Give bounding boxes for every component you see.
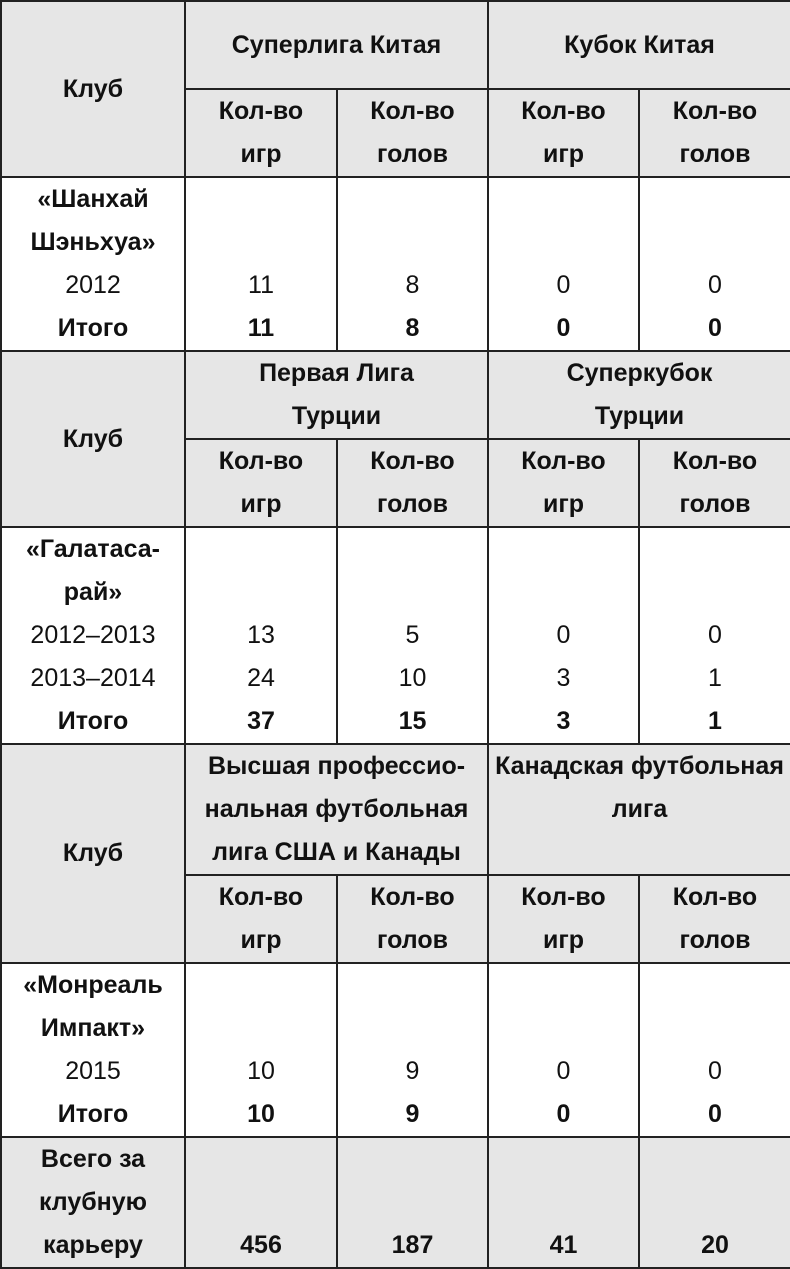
grand-total-value: 187: [391, 1231, 434, 1259]
column-header: [639, 875, 790, 963]
competition-header: [488, 351, 790, 439]
season-value: 0: [556, 271, 571, 299]
column-header-line: Кол-во: [672, 97, 758, 125]
club-data-row: [1, 527, 790, 744]
season-value: 0: [556, 621, 571, 649]
club-name-line: «Галатаса-: [25, 535, 161, 563]
column-header-line: Кол-во: [218, 97, 304, 125]
club-cell: [1, 527, 185, 744]
competition-name-line: Турции: [291, 402, 382, 430]
column-header-line: Кол-во: [218, 447, 304, 475]
total-value: 0: [708, 314, 722, 342]
season-value: 0: [708, 1057, 722, 1085]
stat-cell: [185, 963, 337, 1137]
stat-cell: [337, 527, 488, 744]
competition-header: [488, 1, 790, 89]
column-header-line: Кол-во: [672, 883, 758, 911]
column-header-line: голов: [377, 140, 448, 168]
column-header-line: голов: [377, 490, 448, 518]
season-value: 10: [398, 664, 427, 692]
competition-name-line: лига: [611, 795, 668, 823]
season-value: 1: [708, 664, 722, 692]
grand-total-value: 20: [701, 1231, 729, 1259]
column-header: [639, 89, 790, 177]
total-label: Итого: [57, 314, 129, 342]
club-name-line: рай»: [63, 578, 123, 606]
column-header: [639, 439, 790, 527]
column-header-line: игр: [240, 490, 282, 518]
total-value: 0: [556, 1100, 571, 1128]
club-data-row: [1, 177, 790, 351]
season-label: 2012: [65, 271, 121, 299]
total-value: 1: [708, 707, 722, 735]
season-value: 3: [556, 664, 571, 692]
season-value: 9: [405, 1057, 420, 1085]
column-header-line: голов: [679, 490, 751, 518]
column-header-line: голов: [679, 140, 751, 168]
competition-name-line: лига США и Канады: [212, 838, 461, 866]
total-value: 37: [247, 707, 275, 735]
grand-total-value: 456: [240, 1231, 282, 1259]
competition-header: [185, 1, 488, 89]
club-name-line: «Шанхай: [37, 185, 149, 213]
column-header-line: Кол-во: [218, 883, 304, 911]
grand-total-cell: [639, 1137, 790, 1268]
column-header-line: Кол-во: [370, 883, 455, 911]
total-value: 0: [556, 314, 571, 342]
column-header: [337, 89, 488, 177]
total-value: 8: [405, 314, 420, 342]
total-value: 9: [405, 1100, 420, 1128]
season-value: 0: [708, 621, 722, 649]
column-header-line: Кол-во: [370, 447, 455, 475]
column-header-line: голов: [377, 926, 448, 954]
column-header-line: Кол-во: [521, 883, 606, 911]
grand-total-label-line: карьеру: [43, 1231, 143, 1259]
club-header-cell: [1, 1, 185, 177]
season-value: 8: [405, 271, 420, 299]
season-value: 0: [556, 1057, 571, 1085]
competition-header: [185, 351, 488, 439]
season-label: 2015: [65, 1057, 121, 1085]
column-header: [337, 875, 488, 963]
column-header-line: игр: [240, 926, 282, 954]
column-header: [337, 439, 488, 527]
competition-header: [488, 744, 790, 875]
column-header: [185, 875, 337, 963]
competition-name-line: Кубок Китая: [564, 30, 715, 59]
stat-cell: [639, 177, 790, 351]
competition-name-line: Высшая профессио-: [207, 752, 466, 780]
stat-cell: [639, 527, 790, 744]
season-label: 2012–2013: [30, 621, 156, 649]
competition-name-line: Суперкубок: [566, 359, 713, 387]
grand-total-row: [1, 1137, 790, 1268]
grand-total-label-line: Всего за: [40, 1145, 146, 1173]
competition-name-line: Турции: [594, 402, 685, 430]
competition-name-line: Первая Лига: [259, 359, 414, 387]
club-header-cell: [1, 351, 185, 527]
competition-name-line: нальная футбольная: [204, 795, 469, 823]
column-header-line: игр: [542, 490, 585, 518]
column-header: [488, 439, 639, 527]
stat-cell: [488, 527, 639, 744]
season-value: 10: [247, 1057, 275, 1085]
season-value: 0: [708, 271, 722, 299]
season-value: 5: [405, 621, 420, 649]
stat-cell: [185, 527, 337, 744]
column-header-line: игр: [542, 926, 585, 954]
club-name-line: Импакт»: [40, 1014, 146, 1042]
stat-cell: [185, 177, 337, 351]
club-cell: [1, 963, 185, 1137]
season-value: 13: [247, 621, 275, 649]
column-header-line: голов: [679, 926, 751, 954]
total-value: 11: [247, 314, 275, 342]
club-header-cell: [1, 744, 185, 963]
grand-total-value: 41: [549, 1231, 578, 1259]
column-header-line: игр: [542, 140, 585, 168]
club-data-row: [1, 963, 790, 1137]
grand-total-cell: [337, 1137, 488, 1268]
stat-cell: [488, 177, 639, 351]
column-header: [185, 89, 337, 177]
competition-name-line: Канадская футбольная: [495, 752, 784, 780]
column-header-line: Кол-во: [672, 447, 758, 475]
column-header-line: Кол-во: [521, 97, 606, 125]
season-value: 11: [248, 271, 274, 299]
competition-header: [185, 744, 488, 875]
season-value: 24: [247, 664, 275, 692]
column-header: [488, 875, 639, 963]
grand-total-label-cell: [1, 1137, 185, 1268]
total-label: Итого: [57, 707, 129, 735]
club-header-label: Клуб: [62, 74, 124, 103]
column-header-line: Кол-во: [521, 447, 606, 475]
stat-cell: [639, 963, 790, 1137]
season-label: 2013–2014: [30, 664, 156, 692]
total-value: 3: [556, 707, 571, 735]
column-header: [185, 439, 337, 527]
header-row-competitions: [1, 1, 790, 89]
competition-name-line: Суперлига Китая: [231, 30, 442, 59]
total-value: 10: [247, 1100, 275, 1128]
total-value: 15: [398, 707, 427, 735]
total-label: Итого: [57, 1100, 129, 1128]
column-header-line: игр: [240, 140, 282, 168]
grand-total-cell: [185, 1137, 337, 1268]
stat-cell: [488, 963, 639, 1137]
club-header-label: Клуб: [62, 839, 124, 867]
column-header: [488, 89, 639, 177]
column-header-line: Кол-во: [370, 97, 455, 125]
stat-cell: [337, 177, 488, 351]
total-value: 0: [708, 1100, 722, 1128]
club-name-line: Шэньхуа»: [30, 228, 156, 256]
grand-total-label-line: клубную: [38, 1188, 148, 1216]
club-name-line: «Монреаль: [23, 971, 163, 999]
header-row-competitions: [1, 744, 790, 875]
stat-cell: [337, 963, 488, 1137]
club-cell: [1, 177, 185, 351]
club-header-label: Клуб: [62, 424, 124, 453]
grand-total-cell: [488, 1137, 639, 1268]
header-row-competitions: [1, 351, 790, 439]
